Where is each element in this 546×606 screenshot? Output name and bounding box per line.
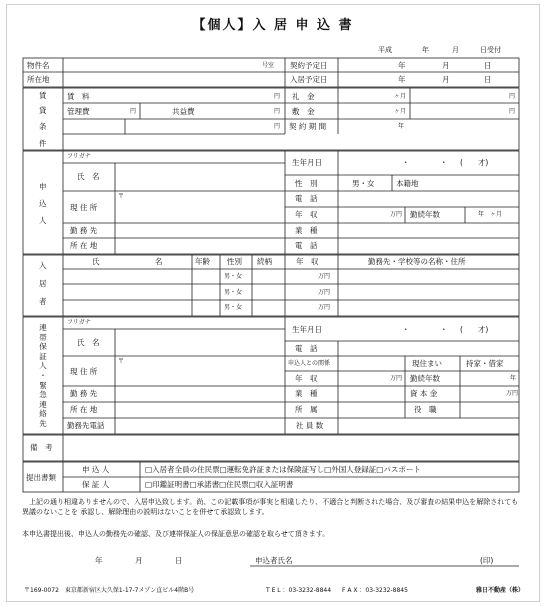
- applicant-phone2-label: 電 話: [295, 241, 318, 250]
- guarantor-dob-label: 生年月日: [292, 325, 322, 334]
- guarantor-years-unit: 年: [510, 375, 517, 382]
- guarantor-dept-label: 所 属: [295, 405, 318, 414]
- applicant-industry-label: 業 種: [295, 226, 318, 235]
- guarantor-employees-label: 社 員 数: [296, 421, 324, 430]
- receipt-era: 平成: [378, 46, 392, 54]
- signature-month: 月: [135, 556, 143, 565]
- receipt-day: 日受付: [480, 46, 501, 54]
- guarantor-relation-label: 申込人との関係: [288, 360, 331, 367]
- applicant-income-unit: 万円: [390, 211, 403, 218]
- guarantor-name-label: 氏 名: [77, 338, 100, 347]
- documents-applicant-list: □入居者全員の住民票□運転免許証または保険証写し□外国人登録証□パスポート: [145, 465, 421, 474]
- documents-applicant-label: 申 込 人: [82, 465, 110, 474]
- cond-side-3: 条: [39, 122, 47, 131]
- mgmt-label: 管理費: [67, 107, 90, 116]
- resident2-income: 万円: [318, 289, 331, 296]
- guarantor-side-char: 絡: [39, 409, 47, 419]
- guarantor-current-home-label: 現住まい: [412, 359, 442, 368]
- applicant-work-addr-label: 所 在 地: [70, 241, 98, 250]
- applicant-address-label: 現 住 所: [70, 203, 98, 212]
- applicant-side-2: 込: [39, 199, 47, 208]
- guarantor-side-char: 保: [39, 342, 47, 352]
- guarantor-age: ( 才): [460, 325, 489, 334]
- receipt-month: 月: [452, 46, 459, 54]
- location-label: 所在地: [27, 75, 50, 84]
- cond-side-1: 賃: [39, 91, 47, 100]
- residents-header-work: 勤務先・学校等の名称・住所: [368, 257, 466, 266]
- applicant-side-1: 申: [39, 182, 47, 191]
- documents-label: 提出書類: [26, 473, 56, 482]
- common-label: 共益費: [172, 107, 195, 116]
- resident1-income: 万円: [318, 273, 331, 280]
- contract-day: 日: [484, 61, 492, 70]
- residents-header-income: 年 収: [296, 257, 319, 266]
- applicant-name-label: 氏 名: [77, 172, 100, 181]
- documents-guarantor-list: □印鑑証明書□承諾書□住民票□収入証明書: [145, 480, 294, 489]
- guarantor-furigana: フリガナ: [67, 319, 91, 326]
- guarantor-side-char: 連: [39, 323, 47, 332]
- contract-date-label: 契約予定日: [290, 61, 328, 70]
- deposit-months: ヶ月: [394, 108, 407, 115]
- consent-note: 上記の通り相違ありませんので、入居申込致します。尚、この記載事項が事実と相違したり、不適合と判断された場合、及び審査の結果申込を解除されても異議のないことを 承認し、解除理由の説明はないことを併せて承認致します。: [22, 498, 519, 516]
- guarantor-capital-label: 資 本 金: [410, 389, 438, 398]
- resident3-income: 万円: [318, 304, 331, 311]
- seal-mark: (印): [480, 556, 494, 565]
- applicant-furigana: フリガナ: [67, 153, 91, 160]
- term-label: 契 約 期 間: [289, 122, 327, 131]
- guarantor-work-addr-label: 所 在 地: [70, 405, 98, 414]
- signature-year: 年: [95, 556, 103, 565]
- residents-header-sex: 性別: [227, 257, 242, 266]
- applicant-age: ( 才): [460, 158, 489, 167]
- company-name: 雅日不動産（株）: [476, 587, 525, 594]
- guarantor-side-char: 急: [39, 390, 47, 400]
- applicant-years-unit: 年 ヶ月: [478, 211, 503, 218]
- applicant-dob-label: 生年月日: [292, 158, 322, 167]
- cond-side-2: 貸: [39, 106, 47, 115]
- guarantor-side-char: 証: [39, 351, 47, 361]
- guarantor-side-char: 先: [39, 418, 47, 428]
- residents-header-age: 年齢: [195, 257, 210, 266]
- company-tel: T E L ：03-3232-8844: [266, 587, 332, 594]
- applicant-side-3: 人: [39, 216, 47, 225]
- company-address: 〒169-0072 東京都新宿区大久保1-17-7メゾン直ビル4階B号: [24, 587, 195, 594]
- applicant-phone-label: 電 話: [295, 194, 318, 203]
- residents-header-relation: 続柄: [257, 257, 272, 266]
- contract-year: 年: [398, 61, 406, 70]
- cond-side-4: 件: [39, 139, 47, 148]
- guarantor-dob-dot2: ・: [440, 325, 448, 334]
- resident2-sex[interactable]: 男・女: [224, 289, 243, 296]
- remarks-label: 備 考: [30, 443, 53, 452]
- guarantor-income-label: 年 収: [295, 374, 318, 383]
- rent-yen: 円: [274, 93, 281, 100]
- applicant-income-label: 年 収: [295, 210, 318, 219]
- applicant-years-label: 勤続年数: [410, 210, 440, 219]
- guarantor-phone-label: 電 話: [295, 344, 318, 353]
- guarantor-side-char: 連: [39, 399, 47, 409]
- rent-label: 賃 料: [67, 92, 90, 101]
- residents-side-2: 居: [39, 279, 47, 288]
- signature-label: 申込者氏名: [255, 556, 293, 565]
- move-in-year: 年: [398, 75, 406, 84]
- key-money-months: ヶ月: [394, 93, 407, 100]
- term-year: 年: [398, 123, 405, 130]
- applicant-domicile-label: 本籍地: [396, 179, 419, 188]
- deposit-yen: 円: [509, 108, 516, 115]
- move-in-day: 日: [484, 75, 492, 84]
- key-money-yen: 円: [509, 93, 516, 100]
- guarantor-address-label: 現 住 所: [70, 367, 98, 376]
- applicant-dob-dot2: ・: [440, 158, 448, 167]
- move-in-month: 月: [442, 75, 450, 84]
- move-in-label: 入居予定日: [290, 75, 328, 84]
- guarantor-work-phone-label: 勤務先電話: [67, 421, 105, 430]
- guarantor-side-char: 帯: [39, 332, 47, 342]
- form-title: 【個人】入 居 申 込 書: [192, 18, 354, 33]
- residents-header-name1: 氏: [92, 257, 100, 266]
- residents-side-1: 入: [39, 261, 47, 270]
- guarantor-side-char: 緊: [39, 380, 47, 390]
- guarantor-side-char: ・: [39, 370, 47, 380]
- applicant-sex-value[interactable]: 男・女: [352, 179, 375, 188]
- guarantor-position-label: 役 職: [414, 405, 437, 414]
- room-suffix: 号室: [262, 62, 275, 69]
- deposit-label: 敷 金: [292, 107, 315, 116]
- documents-guarantor-label: 保 証 人: [82, 480, 110, 489]
- mgmt-yen: 円: [130, 108, 137, 115]
- guarantor-income-unit: 万円: [390, 375, 403, 382]
- residents-side-3: 者: [39, 297, 47, 306]
- contract-month: 月: [442, 61, 450, 70]
- residents-header-name2: 名: [155, 257, 163, 266]
- common-yen: 円: [274, 108, 281, 115]
- property-name-label: 物件名: [27, 61, 50, 70]
- total-yen: 円: [274, 123, 281, 130]
- guarantor-capital-unit: 万円: [506, 390, 519, 397]
- guarantor-industry-label: 業 種: [295, 389, 318, 398]
- guarantor-side-char: 人: [39, 361, 47, 371]
- guarantor-own-rent[interactable]: 持家・借家: [466, 359, 504, 368]
- applicant-sex-label: 性 別: [295, 179, 318, 188]
- key-money-label: 礼 金: [292, 92, 315, 101]
- applicant-work-label: 勤 務 先: [70, 226, 98, 235]
- applicant-dob-dot1: ・: [402, 158, 410, 167]
- guarantor-work-label: 勤 務 先: [70, 389, 98, 398]
- guarantor-side-label: [36, 323, 50, 429]
- company-fax: F A X ：03-3232-8845: [342, 587, 408, 594]
- resident1-sex[interactable]: 男・女: [224, 273, 243, 280]
- applicant-postal: 〒: [118, 193, 125, 200]
- guarantor-years-label: 勤続年数: [410, 374, 440, 383]
- guarantor-postal: 〒: [118, 358, 125, 365]
- guarantor-dob-dot1: ・: [402, 325, 410, 334]
- signature-day: 日: [175, 556, 183, 565]
- receipt-year: 年: [422, 46, 429, 54]
- resident3-sex[interactable]: 男・女: [224, 304, 243, 311]
- verification-note: 本申込書提出後、申込人の勤務先の確認、及び連帯保証人の保証意思の確認を取らせて頂きます。: [22, 530, 330, 538]
